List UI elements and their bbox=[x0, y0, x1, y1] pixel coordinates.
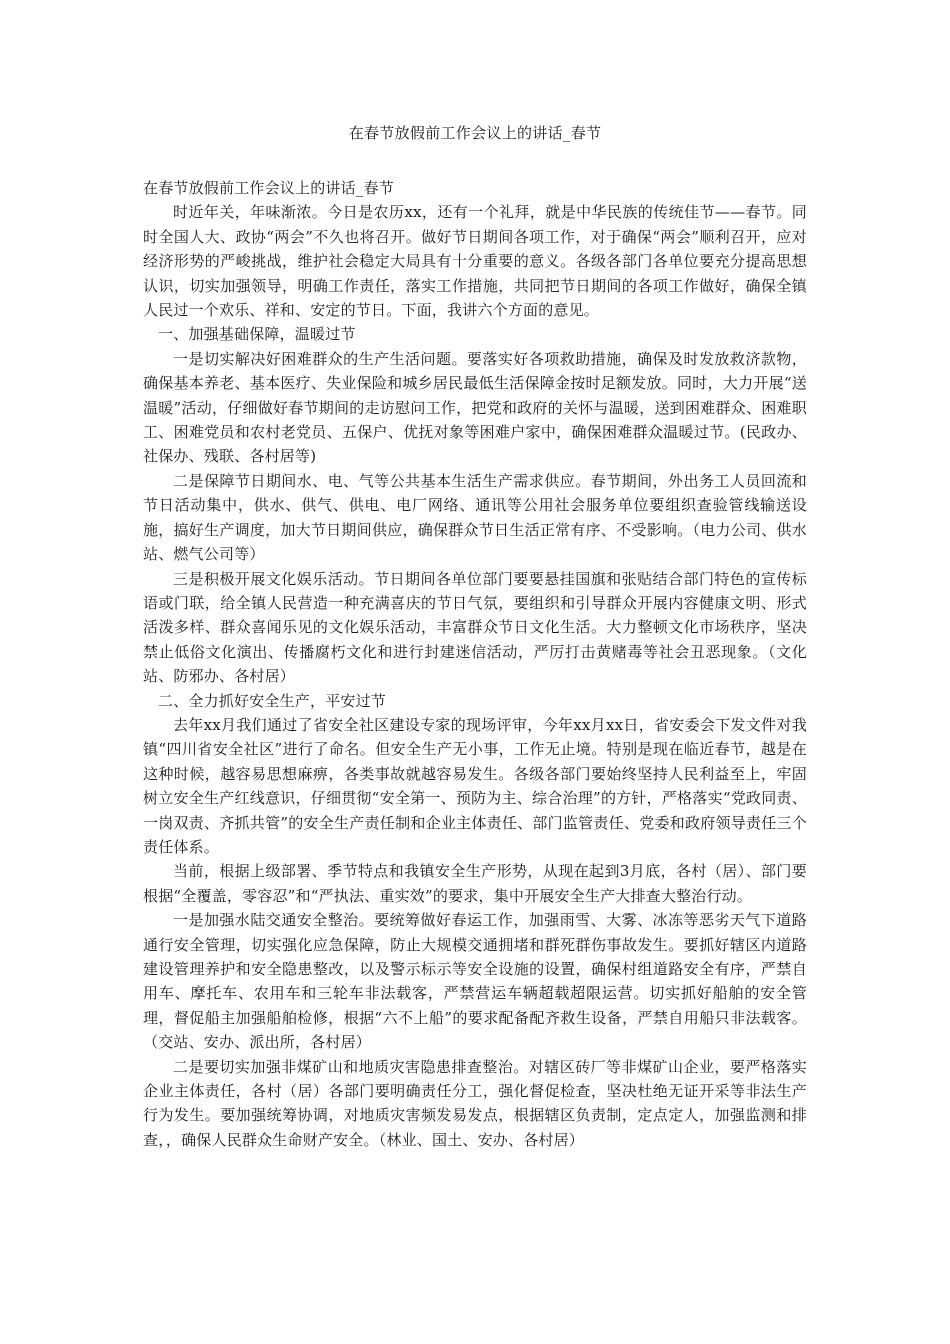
paragraph-2-2: 二是要切实加强非煤矿山和地质灾害隐患排查整治。对辖区砖厂等非煤矿山企业，要严格落实企业主体责任，各村（居）各部门要明确责任分工，强化督促检查，坚决杜绝无证开采等非法生产行为发生。要加强统筹协调，对地质灾害频发易发点，根据辖区负责制，定点定人，加强监测和排查，，确保人民群众生命财产安全。（林业、国土、安办、各村居） bbox=[143, 1057, 807, 1149]
paragraph-2-1: 一是加强水陆交通安全整治。要统筹做好春运工作，加强雨雪、大雾、冰冻等恶劣天气下道路通行安全管理，切实强化应急保障，防止大规模交通拥堵和群死群伤事故发生。要抓好辖区内道路建设管理养护和安全隐患整改，以及警示标示等安全设施的设置，确保村组道路安全有序，严禁自用车、摩托车、农用车和三轮车非法载客，严禁营运车辆超载超限运营。切实抓好船舶的安全管理，督促船主加强船舶检修，根据“六不上船”的要求配备配齐救生设备，严禁自用船只非法载客。（交站、安办、派出所，各村居） bbox=[143, 911, 807, 1052]
paragraph-opening: 时近年关，年味渐浓。今日是农历xx，还有一个礼拜，就是中华民族的传统佳节——春节。同时全国人大、政协“两会”不久也将召开。做好节日期间各项工作，对于确保“两会”顺利召开，应对经济形势的严峻挑战，维护社会稳定大局具有十分重要的意义。各级各部门各单位要充分提高思想认识，切实加强领导，明确工作责任，落实工作措施，共同把节日期间的各项工作做好，确保全镇人民过一个欢乐、祥和、安定的节日。下面，我讲六个方面的意见。 bbox=[143, 203, 807, 320]
paragraph-2-current: 当前，根据上级部署、季节特点和我镇安全生产形势，从现在起到3月底，各村（居）、部门要根据“全覆盖，零容忍”和“严执法、重实效”的要求，集中开展安全生产大排查大整治行动。 bbox=[143, 862, 807, 905]
intro-title-line: 在春节放假前工作会议上的讲话_春节 bbox=[143, 179, 394, 197]
document-body bbox=[143, 176, 807, 1152]
paragraph-1-2: 二是保障节日期间水、电、气等公共基本生活生产需求供应。春节期间，外出务工人员回流和节日活动集中，供水、供气、供电、电厂网络、通讯等公用社会服务单位要组织查验管线输送设施，搞好生产调度，加大节日期间供应，确保群众节日生活正常有序、不受影响。（电力公司、供水站、燃气公司等） bbox=[143, 471, 807, 564]
section-heading-1: 一、加强基础保障，温暖过节 bbox=[158, 325, 356, 344]
section-heading-2: 二、全力抓好安全生产，平安过节 bbox=[158, 691, 387, 710]
document-title: 在春节放假前工作会议上的讲话_春节 bbox=[348, 124, 602, 142]
paragraph-1-3: 三是积极开展文化娱乐活动。节日期间各单位部门要要悬挂国旗和张贴结合部门特色的宣传标语或门联，给全镇人民营造一种充满喜庆的节日气氛，要组织和引导群众开展内容健康文明、形式活泼多样、群众喜闻乐见的文化娱乐活动，丰富群众节日文化生活。大力整顿文化市场秩序，坚决禁止低俗文化演出、传播腐朽文化和进行封建迷信活动，严厉打击黄赌毒等社会丑恶现象。（文化站、防邪办、各村居） bbox=[143, 569, 807, 686]
paragraph-1-1: 一是切实解决好困难群众的生产生活问题。要落实好各项救助措施，确保及时发放救济款物，确保基本养老、基本医疗、失业保险和城乡居民最低生活保障金按时足额发放。同时，大力开展“送温暖”活动，仔细做好春节期间的走访慰问工作，把党和政府的关怀与温暖，送到困难群众、困难职工、困难党员和农村老党员、五保户、优抚对象等困难户家中，确保困难群众温暖过节。(民政办、社保办、残联、各村居等) bbox=[143, 349, 807, 466]
document-page bbox=[143, 122, 807, 1152]
paragraph-2-intro: 去年xx月我们通过了省安全社区建设专家的现场评审，今年xx月xx日，省安委会下发文件对我镇“四川省安全社区”进行了命名。但安全生产无小事，工作无止境。特别是现在临近春节，越是在这种时候，越容易思想麻痹，各类事故就越容易发生。各级各部门要始终坚持人民利益至上，牢固树立安全生产红线意识，仔细贯彻“安全第一、预防为主、综合治理”的方针，严格落实“党政同责、一岗双责、齐抓共管”的安全生产责任制和企业主体责任、部门监管责任、党委和政府领导责任三个责任体系。 bbox=[143, 715, 807, 856]
